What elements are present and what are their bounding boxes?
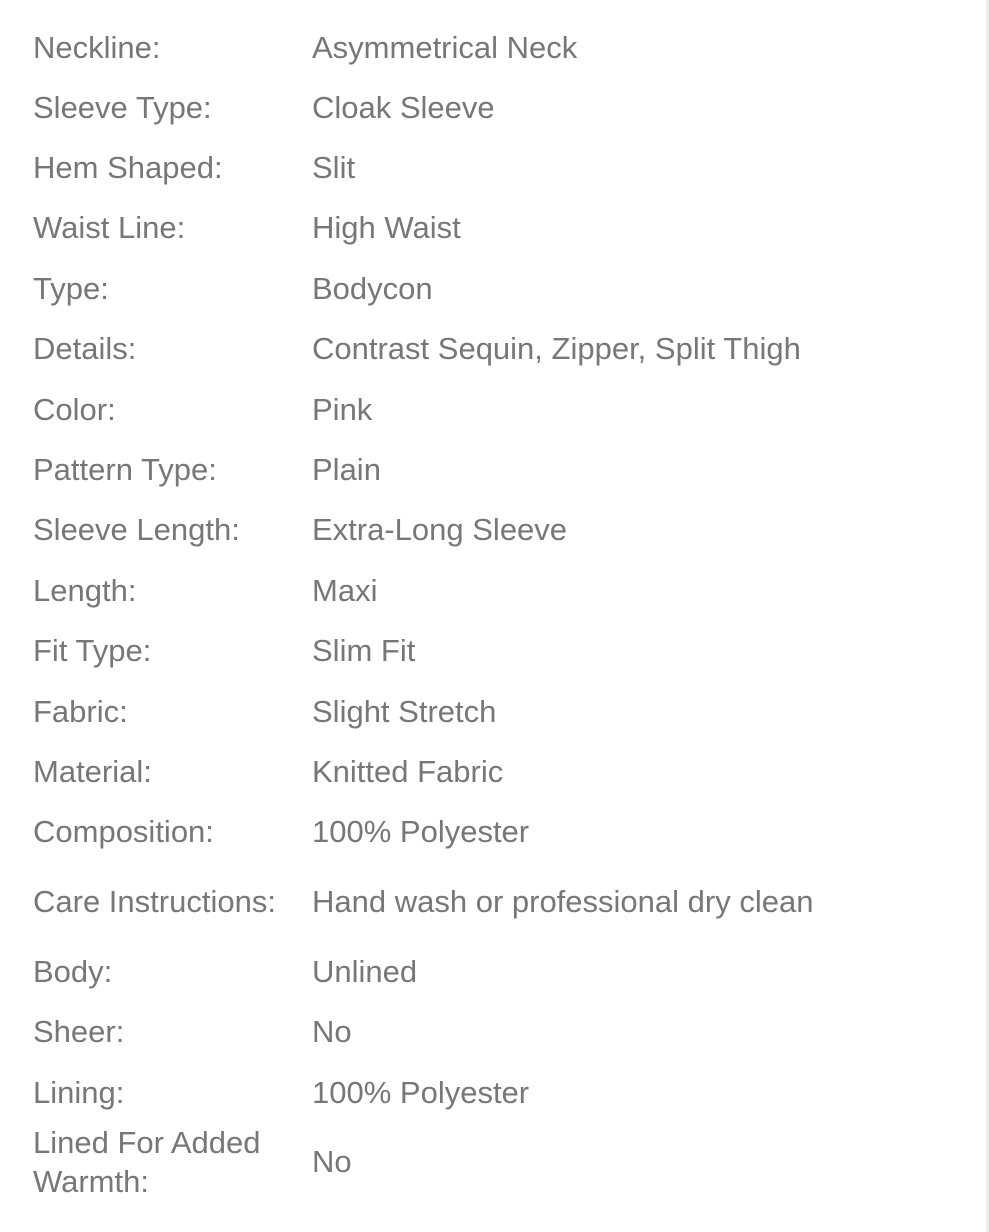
spec-row-care-instructions — [33, 862, 963, 941]
spec-row-waist-line — [33, 198, 963, 258]
spec-value: Slit — [312, 150, 356, 186]
spec-label: Sleeve Type: — [33, 89, 212, 125]
spec-row-type — [33, 258, 963, 318]
spec-value: No — [312, 1144, 352, 1180]
spec-label: Care Instructions: — [33, 884, 276, 920]
spec-label: Length: — [33, 572, 137, 608]
spec-row-body — [33, 941, 963, 1001]
spec-value: Pink — [312, 391, 373, 427]
spec-label: Sheer: — [33, 1014, 125, 1050]
spec-label: Sleeve Length: — [33, 512, 240, 548]
spec-value: No — [312, 1014, 352, 1050]
spec-row-neckline — [33, 17, 963, 77]
spec-label: Lined For Added Warmth: — [33, 1124, 261, 1199]
spec-label: Fit Type: — [33, 633, 152, 669]
spec-label: Pattern Type: — [33, 452, 217, 488]
spec-value: Knitted Fabric — [312, 753, 504, 789]
spec-value: Asymmetrical Neck — [312, 29, 578, 65]
spec-label: Waist Line: — [33, 210, 186, 246]
spec-value: Slim Fit — [312, 633, 416, 669]
spec-label: Color: — [33, 391, 116, 427]
spec-row-lined-for-added-warmth — [33, 1122, 963, 1201]
spec-value: Slight Stretch — [312, 693, 497, 729]
spec-value: 100% Polyester — [312, 1074, 530, 1110]
spec-value: Maxi — [312, 572, 378, 608]
spec-row-fabric — [33, 681, 963, 741]
spec-row-hem-shaped — [33, 137, 963, 197]
spec-label: Type: — [33, 270, 109, 306]
spec-row-fit-type — [33, 621, 963, 681]
spec-label: Body: — [33, 953, 113, 989]
spec-row-material — [33, 741, 963, 801]
spec-value: Extra-Long Sleeve — [312, 512, 568, 548]
spec-row-length — [33, 560, 963, 620]
spec-label: Neckline: — [33, 29, 161, 65]
spec-row-pattern-type — [33, 439, 963, 499]
spec-row-sleeve-type — [33, 77, 963, 137]
spec-row-lining — [33, 1062, 963, 1122]
spec-label: Hem Shaped: — [33, 150, 223, 186]
spec-row-details — [33, 319, 963, 379]
spec-label: Details: — [33, 331, 137, 367]
spec-label: Fabric: — [33, 693, 128, 729]
spec-value: Cloak Sleeve — [312, 89, 495, 125]
spec-value: Bodycon — [312, 270, 433, 306]
spec-label: Material: — [33, 753, 152, 789]
spec-row-sleeve-length — [33, 500, 963, 560]
spec-value: Hand wash or professional dry clean — [312, 884, 814, 920]
spec-label: Lining: — [33, 1074, 125, 1110]
spec-row-sheer — [33, 1001, 963, 1061]
spec-row-composition — [33, 802, 963, 862]
spec-value: Contrast Sequin, Zipper, Split Thigh — [312, 331, 801, 367]
spec-value: High Waist — [312, 210, 461, 246]
product-specs-table — [33, 17, 963, 1201]
spec-label: Composition: — [33, 814, 214, 850]
spec-value: Plain — [312, 452, 381, 488]
spec-value: 100% Polyester — [312, 814, 530, 850]
spec-row-color — [33, 379, 963, 439]
spec-value: Unlined — [312, 953, 418, 989]
